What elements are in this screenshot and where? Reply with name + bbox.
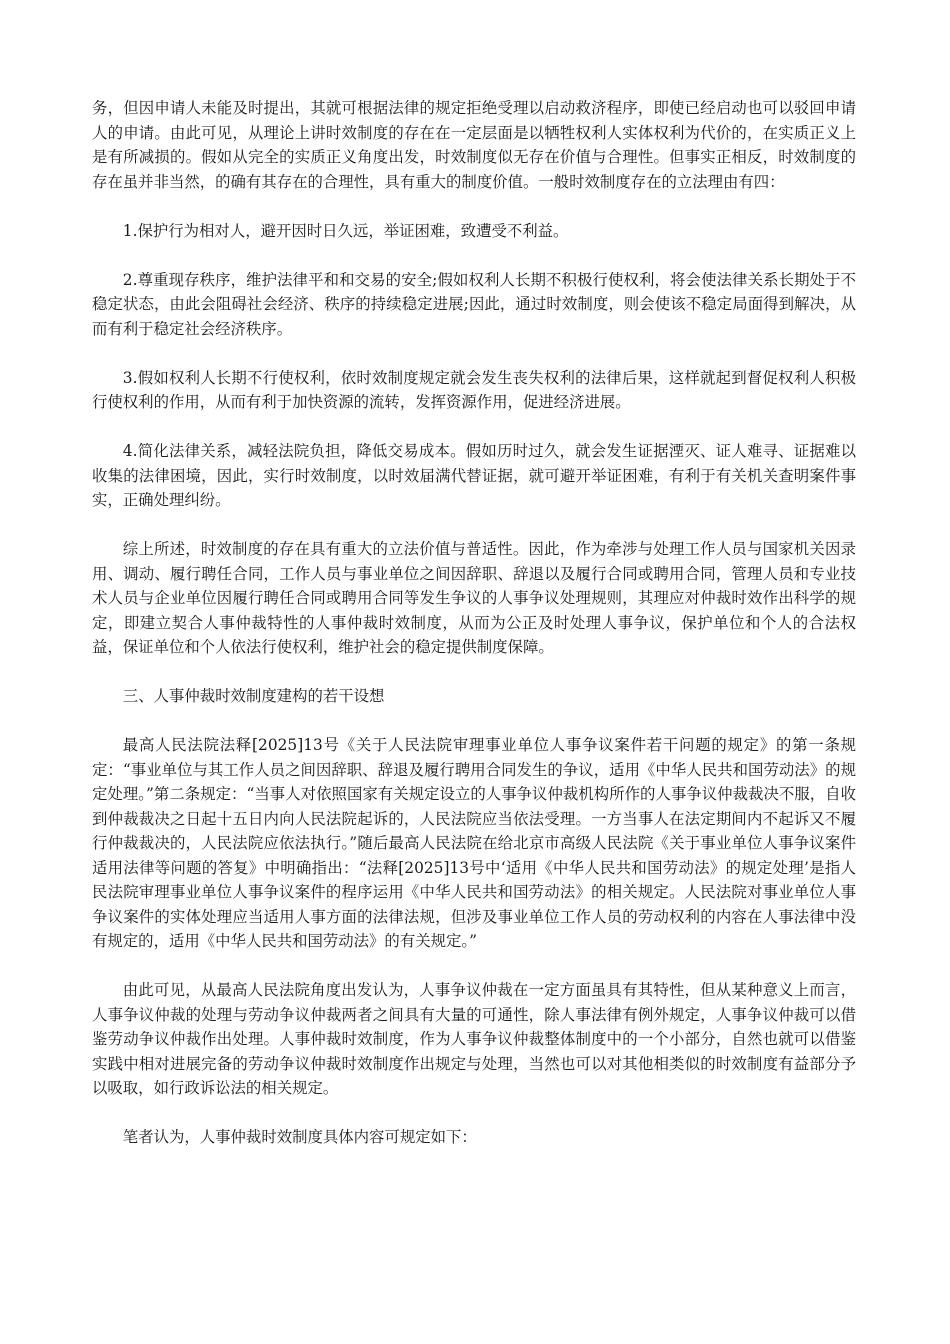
list-item-1: 1.保护行为相对人，避开因时日久远，举证困难，致遭受不利益。 bbox=[122, 221, 569, 240]
paragraph-author-view: 笔者认为，人事仲裁时效制度具体内容可规定如下： bbox=[122, 1128, 477, 1146]
paragraph-summary: 综上所述，时效制度的存在具有重大的立法价值与普适性。因此，作为牵涉与处理工作人员与国家机关因录用、调动、履行聘任合同，工作人员与事业单位之间因辞职、辞退以及履行合同或聘用合同，管理人员和专业技术人员与企业单位因履行聘任合同或聘用合同等发生争议的人事争议处理规则，其理应对仲裁时效作出科学的规定，即建立契合人事仲裁特性的人事仲裁时效制度，从而为公正及时处理人事争议，保护单位和个人的合法权益，保证单位和个人依法行使权利，维护社会的稳定提供制度保障。 bbox=[92, 540, 856, 656]
list-item-3: 3.假如权利人长期不行使权利，依时效制度规定就会发生丧失权利的法律后果，这样就起到督促权利人积极行使权利的作用，从而有利于加快资源的流转，发挥资源作用，促进经济进展。 bbox=[92, 368, 856, 411]
document-body bbox=[92, 96, 856, 1174]
list-item-4: 4.简化法律关系，减轻法院负担，降低交易成本。假如历时过久，就会发生证据湮灭、证人难寻、证据难以收集的法律困境，因此，实行时效制度，以时效届满代替证据，就可避开举证困难，有利于有关机关查明案件事实，正确处理纠纷。 bbox=[92, 442, 856, 509]
paragraph-judicial-interpretation: 最高人民法院法释[2025]13号《关于人民法院审理事业单位人事争议案件若干问题的规定》的第一条规定：“事业单位与其工作人员之间因辞职、辞退及履行聘用合同发生的争议，适用《中华人民共和国劳动法》的规定处理。”第二条规定：“当事人对依照国家有关规定设立的人事争议仲裁机构所作的人事争议仲裁裁决不服，自收到仲裁裁决之日起十五日内向人民法院起诉的，人民法院应当依法受理。一方当事人在法定期间内不起诉又不履行仲裁裁决的，人民法院应依法执行。”随后最高人民法院在给北京市高级人民法院《关于事业单位人事争议案件适用法律等问题的答复》中明确指出：“法释[2025]13号中‘适用《中华人民共和国劳动法》的规定处理’是指人民法院审理事业单位人事争议案件的程序运用《中华人民共和国劳动法》的相关规定。人民法院对事业单位人事争议案件的实体处理应当适用人事方面的法律法规，但涉及事业单位工作人员的劳动权利的内容在人事法律中没有规定的，适用《中华人民共和国劳动法》的有关规定。” bbox=[92, 736, 856, 950]
paragraph-analysis: 由此可见，从最高人民法院角度出发认为，人事争议仲裁在一定方面虽具有其特性，但从某种意义上而言，人事争议仲裁的处理与劳动争议仲裁两者之间具有大量的可通性，除人事法律有例外规定，人事争议仲裁可以借鉴劳动争议仲裁作出处理。人事仲裁时效制度，作为人事争议仲裁整体制度中的一个小部分，自然也就可以借鉴实践中相对进展完备的劳动争议仲裁时效制度作出规定与处理，当然也可以对其他相类似的时效制度有益部分予以吸取，如行政诉讼法的相关规定。 bbox=[92, 981, 856, 1097]
section-heading: 三、人事仲裁时效制度建构的若干设想 bbox=[122, 687, 385, 705]
list-item-2: 2.尊重现存秩序，维护法律平和和交易的安全;假如权利人长期不积极行使权利，将会使法律关系长期处于不稳定状态，由此会阻碍社会经济、秩序的持续稳定进展;因此，通过时效制度，则会使该不稳定局面得到解决，从而有利于稳定社会经济秩序。 bbox=[92, 270, 856, 338]
paragraph-continued: 务，但因申请人未能及时提出，其就可根据法律的规定拒绝受理以启动救济程序，即使已经启动也可以驳回申请人的申请。由此可见，从理论上讲时效制度的存在在一定层面是以牺牲权利人实体权利为代价的，在实质正义上是有所减损的。假如从完全的实质正义角度出发，时效制度似无存在价值与合理性。但事实正相反，时效制度的存在虽并非当然，的确有其存在的合理性，具有重大的制度价值。一般时效制度存在的立法理由有四： bbox=[92, 99, 856, 191]
